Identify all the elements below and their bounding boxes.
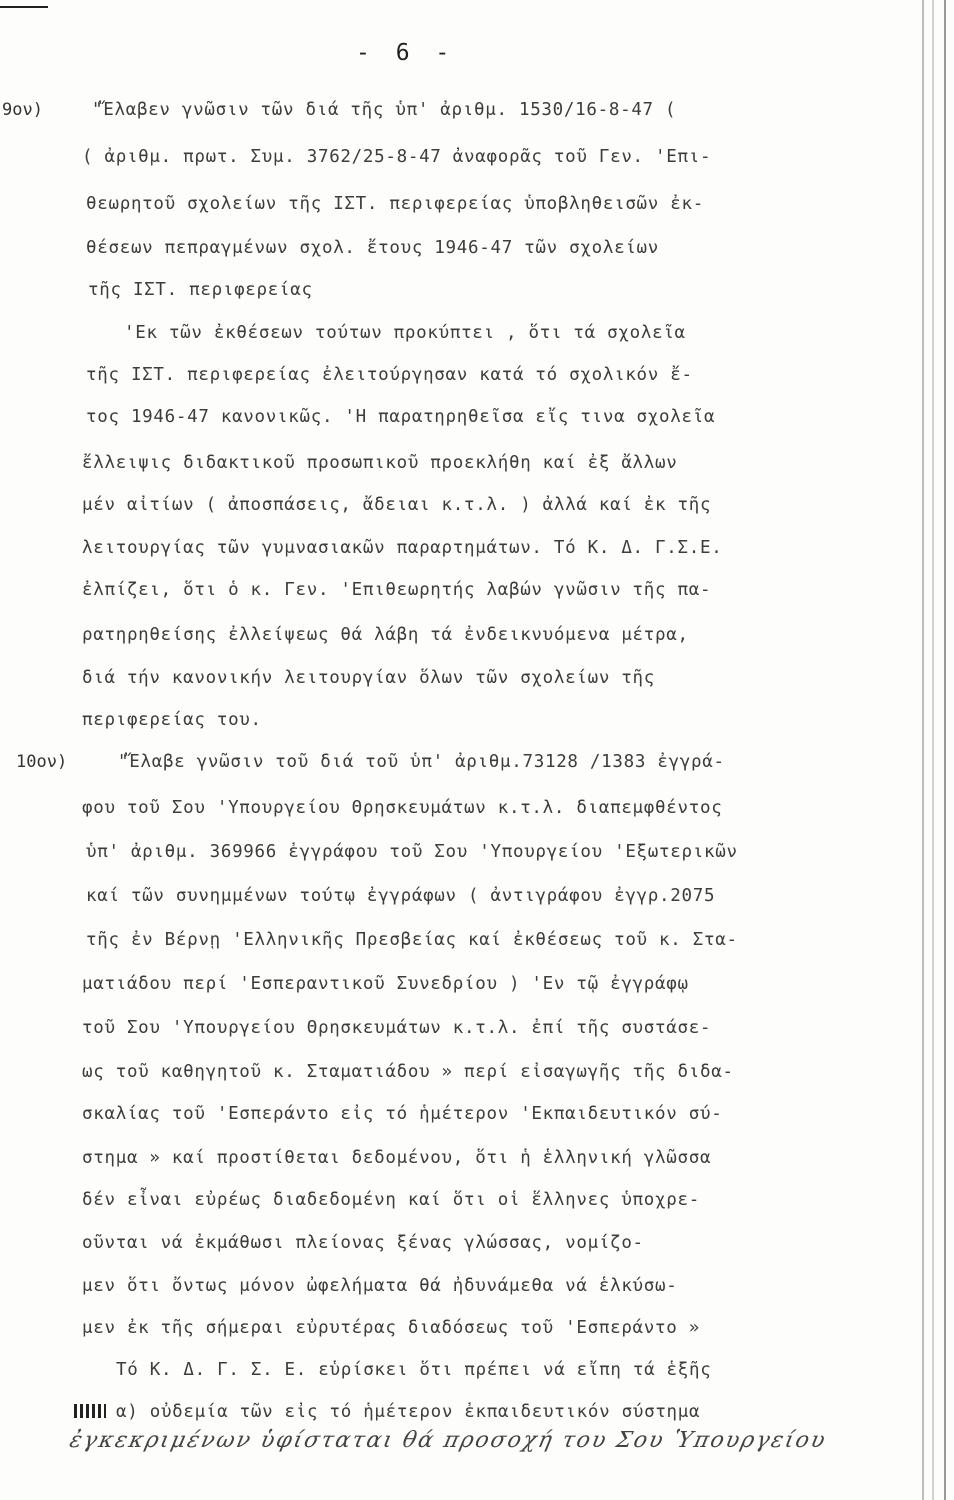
text-line: καί τῶν συνημμένων τούτῳ ἐγγράφων ( ἀντιγράφου ἐγγρ.2075 (86, 886, 716, 906)
text-line: ματιάδου περί 'Εσπεραντικοῦ Συνεδρίου ) 'Εν τῷ ἐγγράφῳ (82, 974, 689, 994)
text-line: τῆς ΙΣΤ. περιφερείας ἐλειτούργησαν κατά τό σχολικόν ἔ- (86, 365, 693, 385)
text-line: περιφερείας του. (82, 710, 262, 730)
text-line: "Ἔλαβε γνῶσιν τοῦ διά τοῦ ὑπ' ἀριθμ.73128 /1383 ἐγγρά- (118, 752, 725, 772)
strikeout-mark (74, 1404, 106, 1418)
text-line: οῦνται νά ἐκμάθωσι πλείονας ξένας γλώσσας, νομίζο- (82, 1233, 644, 1253)
binding-edge (944, 0, 946, 1500)
text-line: στημα » καί προστίθεται δεδομένου, ὅτι ἡ ἑλληνική γλῶσσα (82, 1148, 712, 1168)
text-line: τος 1946-47 κανονικῶς. 'Η παρατηρηθεῖσα εἴς τινα σχολεῖα (86, 407, 716, 427)
text-line: τῆς ΙΣΤ. περιφερείας (88, 280, 313, 300)
text-line: Τό Κ. Δ. Γ. Σ. Ε. εὑρίσκει ὅτι πρέπει νά εἴπη τά ἑξῆς (116, 1360, 712, 1380)
text-line: φου τοῦ Σου 'Υπουργείου Θρησκευμάτων κ.τ.λ. διαπεμφθέντος (82, 798, 723, 818)
item-number: 9ον) (2, 100, 43, 120)
text-line: 'Εκ τῶν ἐκθέσεων τούτων προκύπτει , ὅτι τά σχολεῖα (124, 323, 686, 343)
text-line: ως τοῦ καθηγητοῦ κ. Σταματιάδου » περί εἰσαγωγῆς τῆς διδα- (82, 1062, 734, 1082)
text-line: "Ἔλαβεν γνῶσιν τῶν διά τῆς ὑπ' ἀριθμ. 1530/16-8-47 ( (92, 100, 677, 120)
text-line: ἐλπίζει, ὅτι ὁ κ. Γεν. 'Επιθεωρητής λαβών γνῶσιν τῆς πα- (82, 580, 712, 600)
handwritten-note: ἐγκεκριμένων ὑφίσταται θά προσοχή του Σου Ὑπουργείου (67, 1428, 830, 1453)
text-line: ἔλλειψις διδακτικοῦ προσωπικοῦ προεκλήθη καί ἐξ ἄλλων (82, 453, 678, 473)
text-line: μεν ἐκ τῆς σήμεραι εὐρυτέρας διαδόσεως τοῦ 'Εσπεράντο » (82, 1318, 700, 1338)
text-line: θεωρητοῦ σχολείων τῆς ΙΣΤ. περιφερείας ὑποβληθεισῶν ἐκ- (86, 194, 704, 214)
item-number: 10ον) (16, 752, 68, 772)
text-line: ( ἀριθμ. πρωτ. Συμ. 3762/25-8-47 ἀναφορᾶς τοῦ Γεν. 'Επι- (82, 147, 712, 167)
text-line: ρατηρηθείσης ἐλλείψεως θά λάβη τά ἐνδεικνυόμενα μέτρα, (82, 625, 689, 645)
page-edge-mark (0, 6, 48, 8)
text-line: διά τήν κανονικήν λειτουργίαν ὅλων τῶν σχολείων τῆς (82, 668, 656, 688)
text-line: λειτουργίας τῶν γυμνασιακῶν παραρτημάτων. Τό Κ. Δ. Γ.Σ.Ε. (82, 538, 723, 558)
text-line: τοῦ Σου 'Υπουργείου Θρησκευμάτων κ.τ.λ. ἐπί τῆς συστάσε- (82, 1018, 712, 1038)
binding-edge (922, 0, 924, 1500)
text-line: θέσεων πεπραγμένων σχολ. ἔτους 1946-47 τῶν σχολείων (86, 238, 660, 258)
text-line: μεν ὅτι ὄντως μόνον ὠφελήματα θά ἠδυνάμεθα νά ἑλκύσω- (82, 1276, 678, 1296)
text-line: α) οὐδεμία τῶν εἰς τό ἡμέτερον ἐκπαιδευτικόν σύστημα (116, 1402, 701, 1422)
text-line: δέν εἶναι εὐρέως διαδεδομένη καί ὅτι οἱ ἕλληνες ὑποχρε- (82, 1190, 700, 1210)
text-line: τῆς ἐν Βέρνῃ 'Ελληνικῆς Πρεσβείας καί ἐκθέσεως τοῦ κ. Στα- (86, 930, 738, 950)
text-line: σκαλίας τοῦ 'Εσπεράντο εἰς τό ἡμέτερον 'Εκπαιδευτικόν σύ- (82, 1104, 723, 1124)
binding-edge (932, 0, 934, 1500)
text-line: ὑπ' ἀριθμ. 369966 ἐγγράφου τοῦ Σου 'Υπουργείου 'Εξωτερικῶν (86, 842, 738, 862)
page-number: - 6 - (356, 40, 456, 66)
text-line: μέν αἰτίων ( ἀποσπάσεις, ἄδειαι κ.τ.λ. ) ἀλλά καί ἐκ τῆς (82, 495, 712, 515)
